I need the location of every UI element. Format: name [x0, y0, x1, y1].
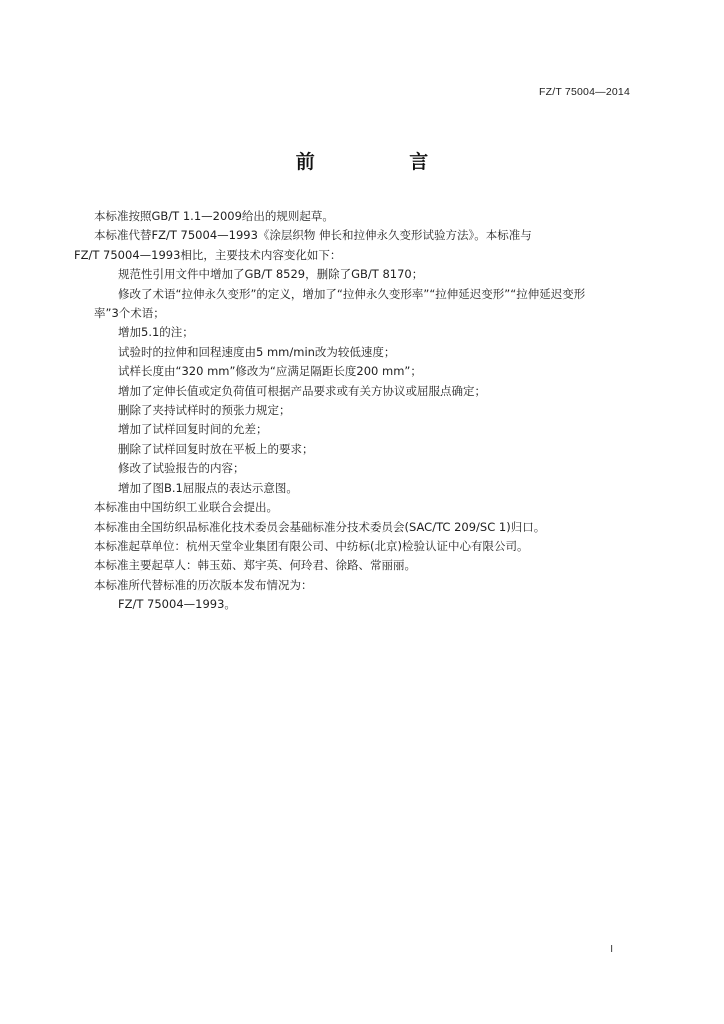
proposed-by: 本标准由中国纺织工业联合会提出。	[94, 500, 278, 515]
change-item: 增加了定伸长值或定负荷值可根据产品要求或有关方协议或屈服点确定；	[118, 383, 486, 398]
history-intro: 本标准所代替标准的历次版本发布情况为：	[94, 577, 313, 592]
change-item: 增加了试样回复时间的允差；	[118, 422, 268, 437]
managed-by: 本标准由全国纺织品标准化技术委员会基础标准分技术委员会(SAC/TC 209/SC 1)归口。	[94, 519, 546, 534]
change-item-continuation: 率”3个术语；	[94, 306, 165, 321]
change-item: 试验时的拉伸和回程速度由5 mm/min改为较低速度；	[118, 344, 396, 359]
intro-line: FZ/T 75004—1993相比，主要技术内容变化如下：	[74, 247, 342, 262]
intro-line: 本标准代替FZ/T 75004—1993《涂层织物 伸长和拉伸永久变形试验方法》。本标准与	[94, 228, 532, 243]
change-item: 试样长度由“320 mm”修改为“应满足隔距长度200 mm”；	[118, 364, 422, 379]
drafters: 本标准主要起草人：韩玉茹、郑宇英、何玲君、徐路、常丽丽。	[94, 558, 416, 573]
change-item: 删除了试样回复时放在平板上的要求；	[118, 441, 314, 456]
change-item: 规范性引用文件中增加了GB/T 8529，删除了GB/T 8170；	[118, 267, 424, 282]
foreword-body	[74, 207, 634, 615]
page-title: 前 言	[295, 151, 473, 173]
change-item: 修改了术语“拉伸永久变形”的定义，增加了“拉伸永久变形率”“拉伸延迟变形”“拉伸延迟变形	[118, 286, 586, 301]
drafting-units: 本标准起草单位：杭州天堂伞业集团有限公司、中纺标(北京)检验认证中心有限公司。	[94, 538, 529, 553]
page-number: I	[610, 944, 613, 955]
change-item: 增加了图B.1屈服点的表达示意图。	[118, 480, 298, 495]
change-item: 修改了试验报告的内容；	[118, 461, 245, 476]
history-version: FZ/T 75004—1993。	[118, 597, 236, 612]
standard-code: FZ/T 75004—2014	[539, 86, 630, 98]
change-item: 删除了夹持试样时的预张力规定；	[118, 403, 291, 418]
change-item: 增加5.1的注；	[118, 325, 194, 340]
intro-line: 本标准按照GB/T 1.1—2009给出的规则起草。	[94, 209, 334, 223]
